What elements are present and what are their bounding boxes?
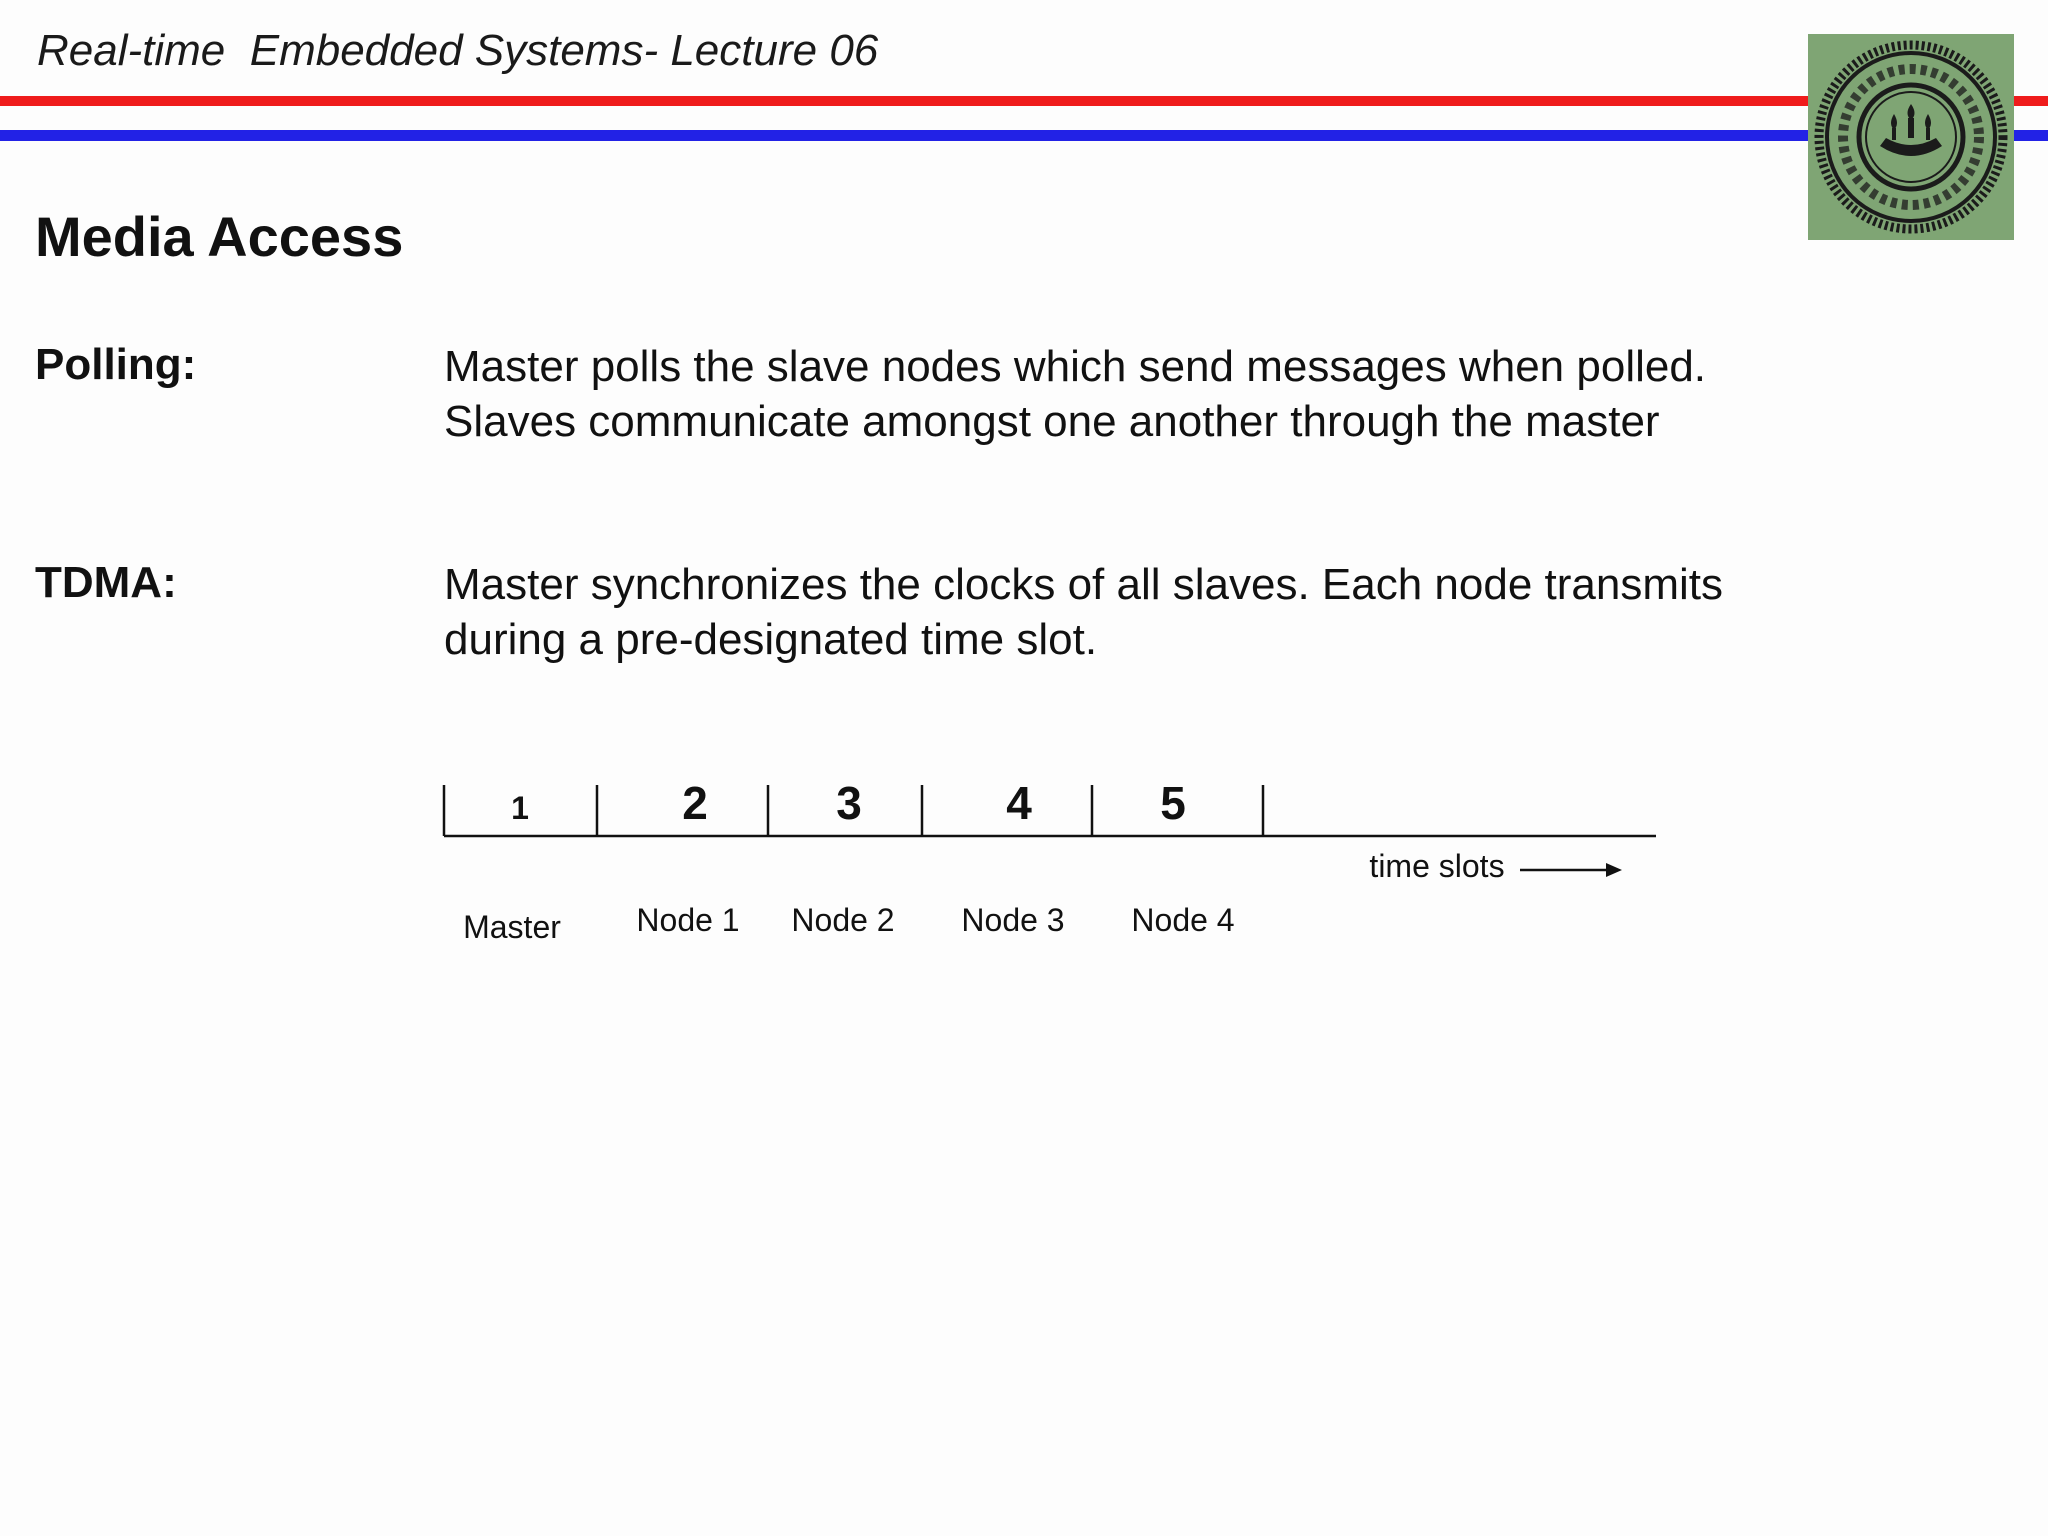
polling-line-2: Slaves communicate amongst one another through the master [444,397,1660,446]
slot-number-4: 4 [1006,777,1032,829]
tdma-description [444,557,1844,667]
slot-number-1: 1 [511,790,529,826]
tdma-term: TDMA: [35,558,177,607]
lecture-title: Real-time Embedded Systems- Lecture 06 [37,26,879,75]
slot-number-5: 5 [1160,777,1186,829]
slot-number-3: 3 [836,777,862,829]
slot-owner-label: Node 3 [961,902,1065,938]
slot-owner-label: Node 2 [791,902,895,938]
tdma-line-2: during a pre-designated time slot. [444,615,1098,664]
time-slots-label: time slots [1369,848,1505,884]
header-rule-red [0,96,2048,106]
time-arrow-icon [1606,863,1622,877]
seal-graphic [1808,34,2014,240]
slot-owner-label: Node 4 [1131,902,1235,938]
slot-owner-label: Master [463,909,561,945]
header-rule-blue [0,130,2048,141]
polling-term: Polling: [35,340,197,389]
tdma-timeline-diagram [0,760,2048,980]
polling-line-1: Master polls the slave nodes which send messages when polled. [444,342,1707,391]
tdma-line-1: Master synchronizes the clocks of all slaves. Each node transmits [444,560,1723,609]
slide-heading: Media Access [35,205,404,268]
university-seal-icon [1808,34,2014,240]
slot-number-2: 2 [682,777,708,829]
slot-owner-label: Node 1 [636,902,740,938]
polling-description [444,339,1844,449]
